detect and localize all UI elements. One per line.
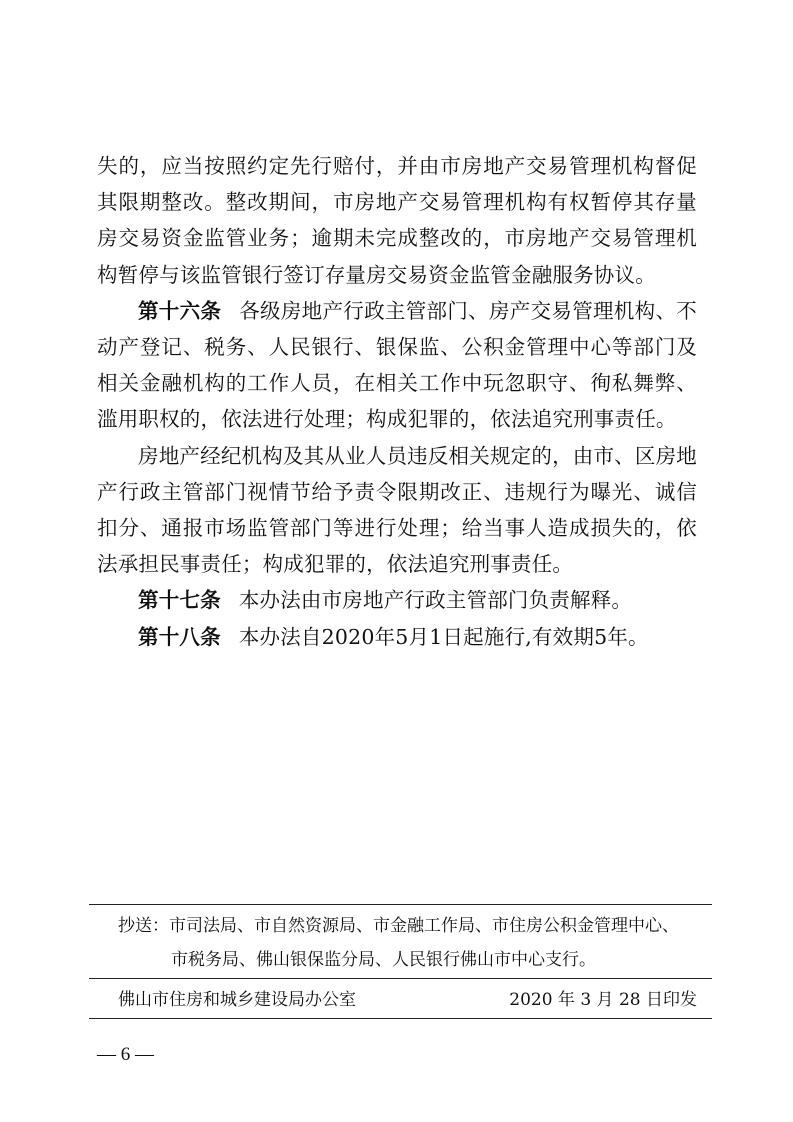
article-18-text: 本办法自2020年5月1日起施行,有效期5年。	[238, 624, 649, 649]
article-18	[97, 619, 697, 655]
article-18-heading: 第十八条	[138, 624, 221, 649]
issuing-office: 佛山市住房和城乡建设局办公室	[118, 990, 356, 1010]
page-number: — 6 —	[97, 1044, 154, 1065]
article-16-text: 各级房地产行政主管部门、房产交易管理机构、不动产登记、税务、人民银行、银保监、公积金管理中心等部门及相关金融机构的工作人员，在相关工作中玩忽职守、徇私舞弊、滥用职权的，依法进行处理；构成犯罪的，依法追究刑事责任。	[97, 298, 697, 432]
issue-date: 2020 年 3 月 28 日印发	[509, 990, 697, 1010]
paragraph-continuation: 失的，应当按照约定先行赔付，并由市房地产交易管理机构督促其限期整改。整改期间，市房地产交易管理机构有权暂停其存量房交易资金监管业务；逾期未完成整改的，市房地产交易管理机构暂停与该监管银行签订存量房交易资金监管金融服务协议。	[97, 154, 697, 287]
footer-top-rule	[89, 904, 712, 905]
article-16-heading: 第十六条	[138, 298, 222, 323]
cc-list	[118, 909, 712, 977]
document-body	[97, 148, 697, 655]
article-16	[97, 293, 697, 438]
cc-line-2: 市税务局、佛山银保监分局、人民银行佛山市中心支行。	[171, 950, 596, 970]
article-17-heading: 第十七条	[138, 588, 221, 613]
footer-middle-rule	[89, 978, 712, 979]
paragraph-brokers: 房地产经纪机构及其从业人员违反相关规定的，由市、区房地产行政主管部门视情节给予责令限期改正、违规行为曝光、诚信扣分、通报市场监管部门等进行处理；给当事人造成损失的，依法承担民事责任；构成犯罪的，依法追究刑事责任。	[97, 443, 697, 577]
article-17-text: 本办法由市房地产行政主管部门负责解释。	[238, 588, 633, 613]
cc-line-1: 抄送：市司法局、市自然资源局、市金融工作局、市住房公积金管理中心、	[118, 916, 679, 936]
footer-bottom-rule	[89, 1018, 712, 1019]
article-17	[97, 582, 697, 618]
